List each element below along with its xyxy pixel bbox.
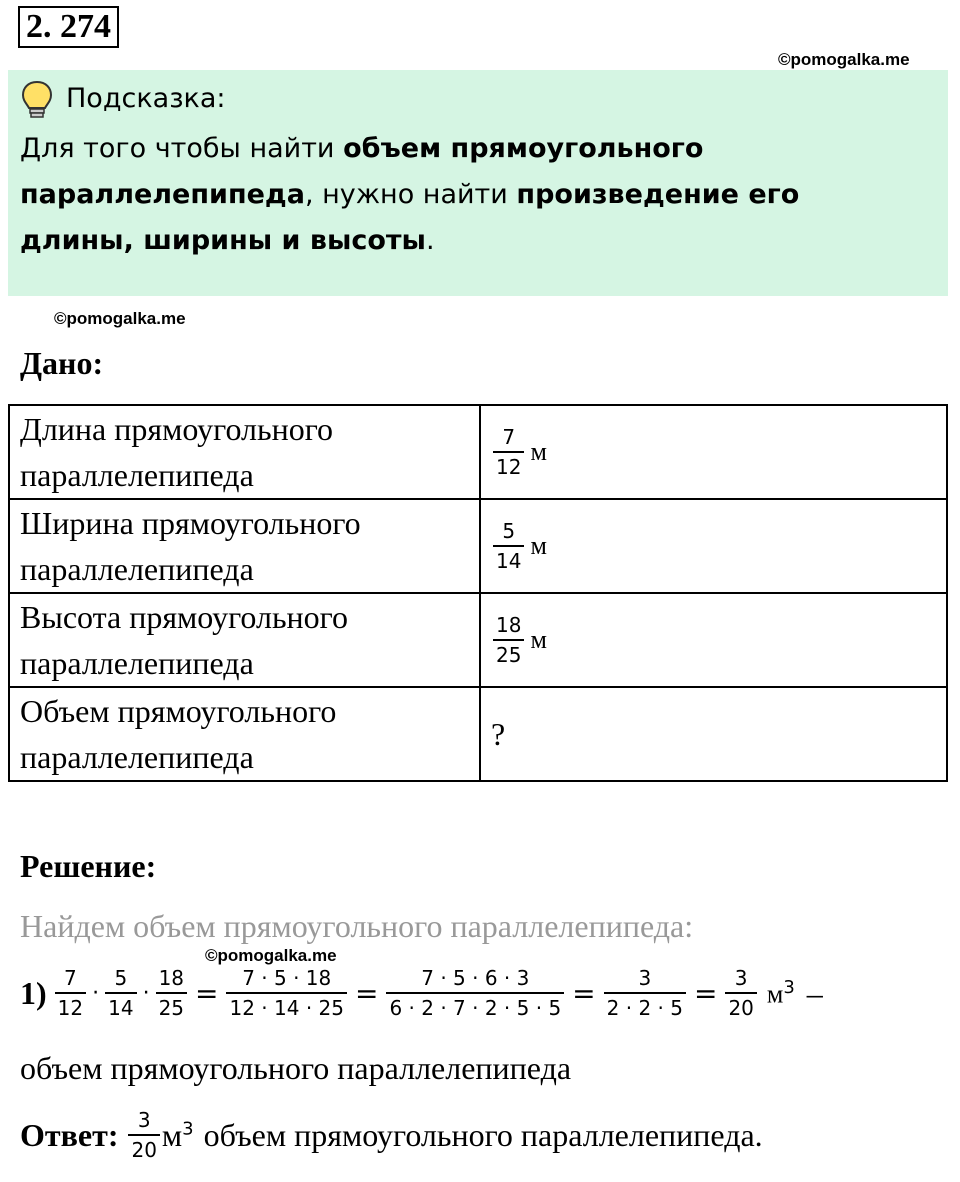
dash: –: [806, 974, 823, 1011]
watermark: ©pomogalka.me: [778, 50, 910, 69]
calculation-step: 1) $\frac{7}{12}$ · $\frac{5}{14}$ · $\frac{18}{25}$ = $\frac{7 \cdot 5 \cdot 18}{12 \cdot 14 \cdot 25}$ = $\frac{7 \cdot 5 \cdot 6 \cdot 3}{6 \cdot 2 \cdot 7 \cdot 2 \cdot 5 \cdot 5}$ = $\frac{3}{2 \cdot 2 \cdot 5}$ = $\frac{3}{20}$ $м^3$ –: [20, 966, 823, 1020]
answer-label: Ответ:: [20, 1116, 119, 1153]
given-label: Высота прямоугольного параллелепипеда: [9, 593, 480, 687]
given-value: $\frac{18}{25}$ м: [480, 593, 947, 687]
solution-heading: Решение:: [20, 848, 157, 884]
solution-intro: Найдем объем прямоугольного параллелепипеда:: [20, 908, 694, 944]
fraction: $\frac{5}{14}$: [105, 966, 136, 1020]
given-table: [8, 404, 948, 782]
table-row: [9, 499, 947, 593]
fraction: $\frac{5}{14}$: [493, 519, 524, 573]
problem-number: 2. 274: [18, 6, 119, 48]
fraction: $\frac{18}{25}$: [493, 613, 524, 667]
fraction: $\frac{3}{20}$: [725, 966, 756, 1020]
table-row: [9, 405, 947, 499]
fraction: $\frac{18}{25}$: [156, 966, 187, 1020]
hint-title: Подсказка:: [66, 83, 226, 114]
fraction: $\frac{3}{20}$: [128, 1108, 159, 1162]
hint-text: Для того чтобы найти объем прямоугольного параллелепипеда, нужно найти произведение его длины, ширины и высоты.: [20, 133, 800, 256]
given-label: Длина прямоугольного параллелепипеда: [9, 405, 480, 499]
step-number: 1): [20, 974, 47, 1011]
fraction: $\frac{7}{12}$: [55, 966, 86, 1020]
watermark: ©pomogalka.me: [205, 946, 337, 965]
answer: [20, 1108, 763, 1162]
watermark: ©pomogalka.me: [54, 309, 186, 328]
given-heading: Дано:: [20, 345, 104, 381]
table-row: [9, 593, 947, 687]
unit: $м^3$: [161, 1116, 194, 1153]
fraction: $\frac{3}{2 \cdot 2 \cdot 5}$: [604, 966, 686, 1020]
step-caption: объем прямоугольного параллелепипеда: [20, 1050, 572, 1086]
answer-text: объем прямоугольного параллелепипеда.: [203, 1116, 763, 1153]
lightbulb-icon: [20, 80, 54, 120]
fraction: $\frac{7}{12}$: [493, 425, 524, 479]
fraction: $\frac{7 \cdot 5 \cdot 6 \cdot 3}{6 \cdot 2 \cdot 7 \cdot 2 \cdot 5 \cdot 5}$: [386, 966, 564, 1020]
fraction: $\frac{7 \cdot 5 \cdot 18}{12 \cdot 14 \cdot 25}$: [226, 966, 347, 1020]
hint-box: [8, 70, 948, 296]
given-label: Ширина прямоугольного параллелепипеда: [9, 499, 480, 593]
given-label: Объем прямоугольного параллелепипеда: [9, 687, 480, 781]
given-value: $\frac{5}{14}$ м: [480, 499, 947, 593]
given-value: $\frac{7}{12}$ м: [480, 405, 947, 499]
table-row: [9, 687, 947, 781]
unit: $м^3$: [766, 976, 795, 1009]
given-value: ?: [480, 687, 947, 781]
